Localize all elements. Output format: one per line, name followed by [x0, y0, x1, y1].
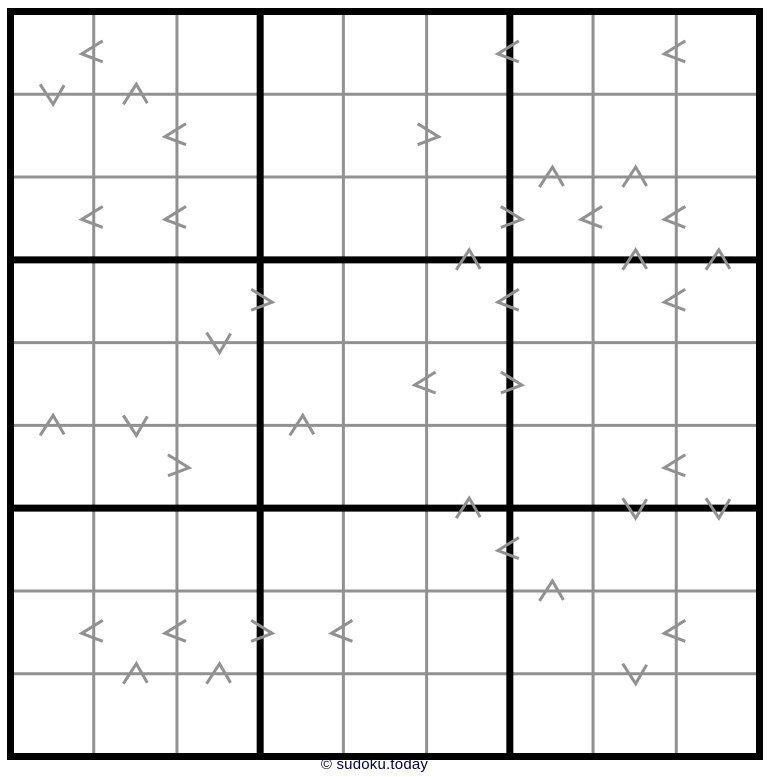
- cell-r6c2[interactable]: [94, 425, 177, 508]
- copyright-footer: © sudoku.today: [320, 756, 429, 773]
- cell-r6c6[interactable]: [427, 425, 510, 508]
- cell-r3c9[interactable]: [676, 177, 759, 260]
- cell-r2c7[interactable]: [510, 94, 593, 177]
- cell-r9c4[interactable]: [260, 674, 343, 757]
- cell-r8c5[interactable]: [343, 591, 426, 674]
- cell-r9c2[interactable]: [94, 674, 177, 757]
- cell-r1c9[interactable]: [676, 12, 759, 95]
- cell-r6c9[interactable]: [676, 425, 759, 508]
- cell-r6c4[interactable]: [260, 425, 343, 508]
- cell-r8c3[interactable]: [177, 591, 260, 674]
- cell-r2c5[interactable]: [343, 94, 426, 177]
- cell-r5c1[interactable]: [11, 343, 94, 426]
- cell-r2c8[interactable]: [593, 94, 676, 177]
- cell-r4c1[interactable]: [11, 260, 94, 343]
- cell-r5c4[interactable]: [260, 343, 343, 426]
- cell-r7c8[interactable]: [593, 508, 676, 591]
- cell-r7c9[interactable]: [676, 508, 759, 591]
- cell-r4c7[interactable]: [510, 260, 593, 343]
- cell-r7c5[interactable]: [343, 508, 426, 591]
- cell-r2c1[interactable]: [11, 94, 94, 177]
- cell-r5c8[interactable]: [593, 343, 676, 426]
- cell-r1c7[interactable]: [510, 12, 593, 95]
- cell-r5c2[interactable]: [94, 343, 177, 426]
- cell-r7c4[interactable]: [260, 508, 343, 591]
- cell-r7c3[interactable]: [177, 508, 260, 591]
- cell-r4c9[interactable]: [676, 260, 759, 343]
- cell-r1c2[interactable]: [94, 12, 177, 95]
- cell-r8c6[interactable]: [427, 591, 510, 674]
- cell-r9c7[interactable]: [510, 674, 593, 757]
- cell-r1c3[interactable]: [177, 12, 260, 95]
- cell-r5c6[interactable]: [427, 343, 510, 426]
- cell-r2c4[interactable]: [260, 94, 343, 177]
- cell-r4c2[interactable]: [94, 260, 177, 343]
- cell-r9c8[interactable]: [593, 674, 676, 757]
- cell-r7c1[interactable]: [11, 508, 94, 591]
- cell-r3c5[interactable]: [343, 177, 426, 260]
- cell-r3c3[interactable]: [177, 177, 260, 260]
- cell-r5c9[interactable]: [676, 343, 759, 426]
- cell-r4c3[interactable]: [177, 260, 260, 343]
- cell-r6c1[interactable]: [11, 425, 94, 508]
- cell-r8c7[interactable]: [510, 591, 593, 674]
- cell-r1c5[interactable]: [343, 12, 426, 95]
- cell-r1c4[interactable]: [260, 12, 343, 95]
- cell-r6c7[interactable]: [510, 425, 593, 508]
- cell-r9c1[interactable]: [11, 674, 94, 757]
- cell-r2c3[interactable]: [177, 94, 260, 177]
- cell-r9c3[interactable]: [177, 674, 260, 757]
- cell-r9c6[interactable]: [427, 674, 510, 757]
- cell-r7c7[interactable]: [510, 508, 593, 591]
- cell-r3c6[interactable]: [427, 177, 510, 260]
- cell-r2c9[interactable]: [676, 94, 759, 177]
- cell-r9c9[interactable]: [676, 674, 759, 757]
- cell-r7c2[interactable]: [94, 508, 177, 591]
- cell-r9c5[interactable]: [343, 674, 426, 757]
- cell-r4c5[interactable]: [343, 260, 426, 343]
- cell-r6c5[interactable]: [343, 425, 426, 508]
- cell-r3c4[interactable]: [260, 177, 343, 260]
- cell-r8c9[interactable]: [676, 591, 759, 674]
- cell-r5c3[interactable]: [177, 343, 260, 426]
